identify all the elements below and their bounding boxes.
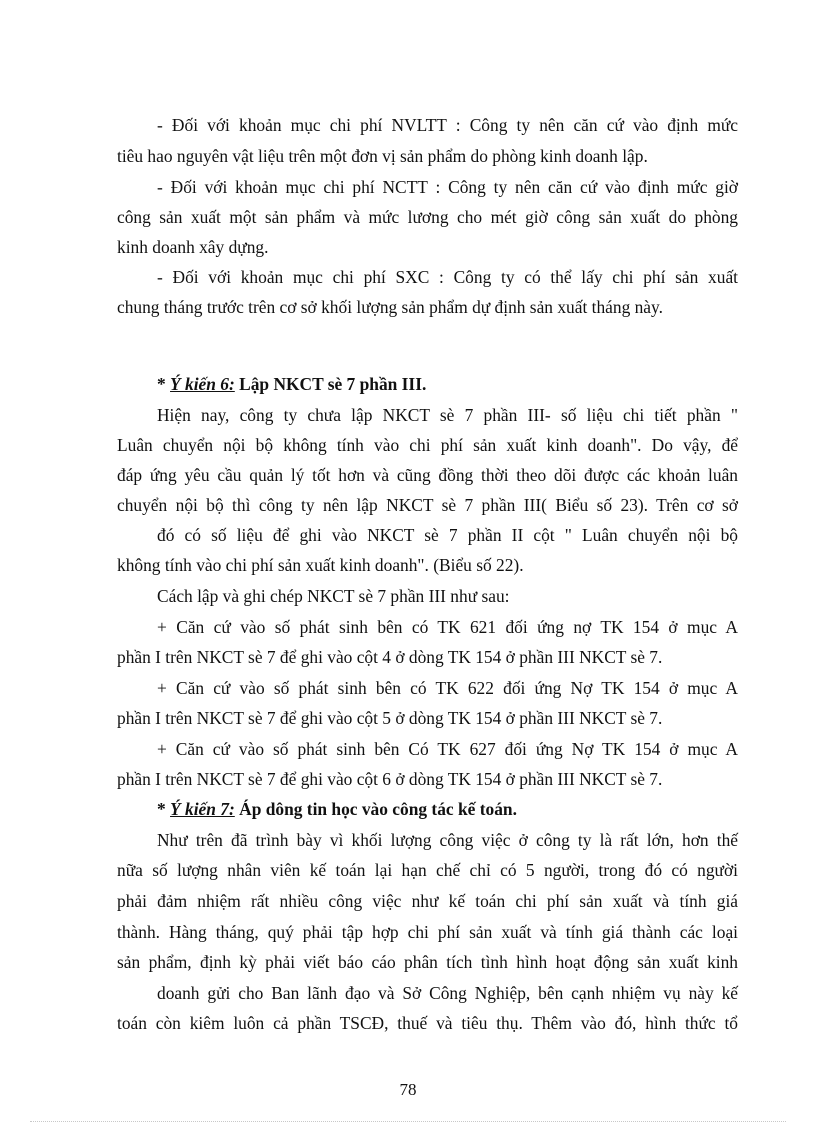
para-it-line-7: toán còn kiêm luôn cả phần TSCĐ, thuế và tiêu thụ. Thêm vào đó, hình thức tổ — [117, 1013, 738, 1033]
para-nkct-line-4: chuyển nội bộ thì công ty nên lập NKCT sè 7 phần III( Biểu số 23). Trên cơ sở — [117, 495, 738, 515]
heading-7-keyword: Ý kiến 7: — [170, 799, 235, 819]
heading-7-prefix: * — [157, 799, 171, 819]
para-tk627-line-2: phần I trên NKCT sè 7 để ghi vào cột 6 ở dòng TK 154 ở phần III NKCT sè 7. — [117, 769, 663, 789]
para-it-line-2: nữa số lượng nhân viên kế toán lại hạn chế chỉ có 5 người, trong đó có người — [117, 860, 738, 880]
para-tk621-line-1: + Căn cứ vào số phát sinh bên có TK 621 đối ứng nợ TK 154 ở mục A — [157, 617, 738, 637]
para-nvltt-line-1: - Đối với khoản mục chi phí NVLTT : Công ty nên căn cứ vào định mức — [157, 115, 738, 135]
para-it-line-1: Như trên đã trình bày vì khối lượng công việc ở công ty là rất lớn, hơn thế — [157, 830, 738, 850]
para-it-line-5: sản phẩm, định kỳ phải viết báo cáo phân tích tình hình hoạt động sản xuất kinh — [117, 952, 738, 972]
para-tk622-line-2: phần I trên NKCT sè 7 để ghi vào cột 5 ở dòng TK 154 ở phần III NKCT sè 7. — [117, 708, 663, 728]
para-it-line-4: thành. Hàng tháng, quý phải tập hợp chi phí sản xuất và tính giá thành các loại — [117, 922, 738, 942]
para-nctt-line-1: - Đối với khoản mục chi phí NCTT : Công ty nên căn cứ vào định mức giờ — [157, 177, 738, 197]
heading-6-keyword: Ý kiến 6: — [170, 374, 235, 394]
heading-7-title: Áp dông tin học vào công tác kế toán. — [234, 799, 517, 819]
para-it-line-6: doanh gửi cho Ban lãnh đạo và Sở Công Nghiệp, bên cạnh nhiệm vụ này kế — [157, 983, 738, 1003]
para-nctt-line-2: công sản xuất một sản phẩm và mức lương cho mét giờ công sản xuất do phòng — [117, 207, 738, 227]
heading-6-title: Lập NKCT sè 7 phần III. — [234, 374, 427, 394]
para-nkct-line-3: đáp ứng yêu cầu quản lý tốt hơn và cũng đồng thời theo dõi được các khoản luân — [117, 465, 738, 485]
para-nkct-line-6: không tính vào chi phí sản xuất kinh doanh". (Biểu số 22). — [117, 555, 524, 575]
heading-opinion-7 — [157, 798, 517, 820]
page-bottom-divider — [30, 1121, 786, 1122]
para-tk627-line-1: + Căn cứ vào số phát sinh bên Có TK 627 đối ứng Nợ TK 154 ở mục A — [157, 739, 738, 759]
para-tk622-line-1: + Căn cứ vào số phát sinh bên có TK 622 đối ứng Nợ TK 154 ở mục A — [157, 678, 738, 698]
para-nkct-line-2: Luân chuyển nội bộ không tính vào chi phí sản xuất kinh doanh". Do vậy, để — [117, 435, 738, 455]
para-nkct-line-5: đó có số liệu để ghi vào NKCT sè 7 phần II cột " Luân chuyển nội bộ — [157, 525, 738, 545]
para-nkct-line-1: Hiện nay, công ty chưa lập NKCT sè 7 phần III- số liệu chi tiết phần " — [157, 405, 738, 425]
page-number: 78 — [399, 1080, 417, 1099]
para-tk621-line-2: phần I trên NKCT sè 7 để ghi vào cột 4 ở dòng TK 154 ở phần III NKCT sè 7. — [117, 647, 663, 667]
para-it-line-3: phải đảm nhiệm rất nhiều công việc như kế toán chi phí sản xuất và tính giá — [117, 891, 738, 911]
heading-opinion-6 — [157, 373, 426, 395]
para-nctt-line-3: kinh doanh xây dựng. — [117, 237, 269, 257]
heading-6-prefix: * — [157, 374, 171, 394]
para-nvltt-line-2: tiêu hao nguyên vật liệu trên một đơn vị sản phẩm do phòng kinh doanh lập. — [117, 146, 648, 166]
para-method-line-1: Cách lập và ghi chép NKCT sè 7 phần III như sau: — [157, 586, 510, 606]
para-sxc-line-2: chung tháng trước trên cơ sở khối lượng sản phẩm dự định sản xuất tháng này. — [117, 297, 663, 317]
para-sxc-line-1: - Đối với khoản mục chi phí SXC : Công ty có thể lấy chi phí sản xuất — [157, 267, 738, 287]
